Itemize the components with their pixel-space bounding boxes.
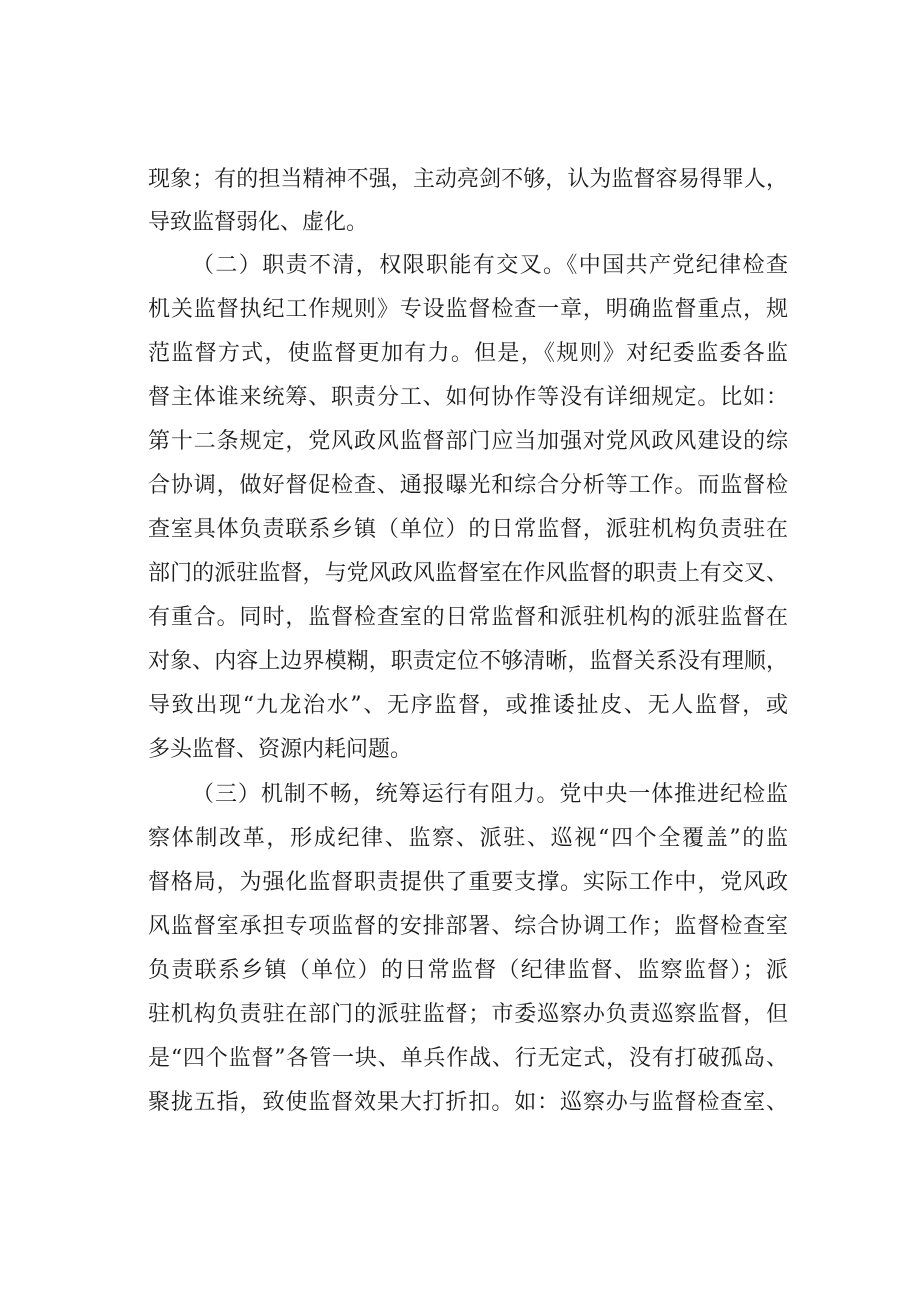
text-line: 多头监督、资源内耗问题。 (148, 737, 413, 762)
section-heading-line: （三）机制不畅，统筹运行有阻力。党中央一体推进纪检监 (192, 782, 788, 807)
text-line: 第十二条规定，党风政风监督部门应当加强对党风政风建设的综 (148, 429, 788, 454)
text-line: 负责联系乡镇（单位）的日常监督（纪律监督、监察监督）；派 (148, 958, 788, 983)
text-line: 有重合。同时，监督检查室的日常监督和派驻机构的派驻监督在 (148, 605, 788, 630)
text-line: 现象；有的担当精神不强，主动亮剑不够，认为监督容易得罪人， (148, 167, 788, 192)
text-line: 导致出现“九龙治水”、无序监督，或推诿扯皮、无人监督，或 (148, 693, 788, 718)
text-line: 合协调，做好督促检查、通报曝光和综合分析等工作。而监督检 (148, 473, 788, 498)
text-line: 督主体谁来统筹、职责分工、如何协作等没有详细规定。比如： (148, 385, 788, 410)
text-line: 部门的派驻监督，与党风政风监督室在作风监督的职责上有交叉、 (148, 561, 788, 586)
text-line: 机关监督执纪工作规则》专设监督检查一章，明确监督重点，规 (148, 297, 788, 322)
text-line: 范监督方式，使监督更加有力。但是，《规则》对纪委监委各监 (148, 341, 788, 366)
text-line: 查室具体负责联系乡镇（单位）的日常监督，派驻机构负责驻在 (148, 517, 788, 542)
text-line: 风监督室承担专项监督的安排部署、综合协调工作；监督检查室 (148, 914, 788, 939)
section-heading-line: （二）职责不清，权限职能有交叉。《中国共产党纪律检查 (192, 253, 788, 278)
text-line: 驻机构负责驻在部门的派驻监督；市委巡察办负责巡察监督，但 (148, 1002, 788, 1027)
text-line: 督格局，为强化监督职责提供了重要支撑。实际工作中，党风政 (148, 870, 788, 895)
text-line: 聚拢五指，致使监督效果大打折扣。如：巡察办与监督检查室、 (148, 1090, 788, 1115)
text-line: 察体制改革，形成纪律、监察、派驻、巡视“四个全覆盖”的监 (148, 826, 788, 851)
text-line: 对象、内容上边界模糊，职责定位不够清晰，监督关系没有理顺， (148, 649, 788, 674)
text-line: 是“四个监督”各管一块、单兵作战、行无定式，没有打破孤岛、 (148, 1046, 788, 1071)
text-line: 导致监督弱化、虚化。 (148, 210, 369, 235)
